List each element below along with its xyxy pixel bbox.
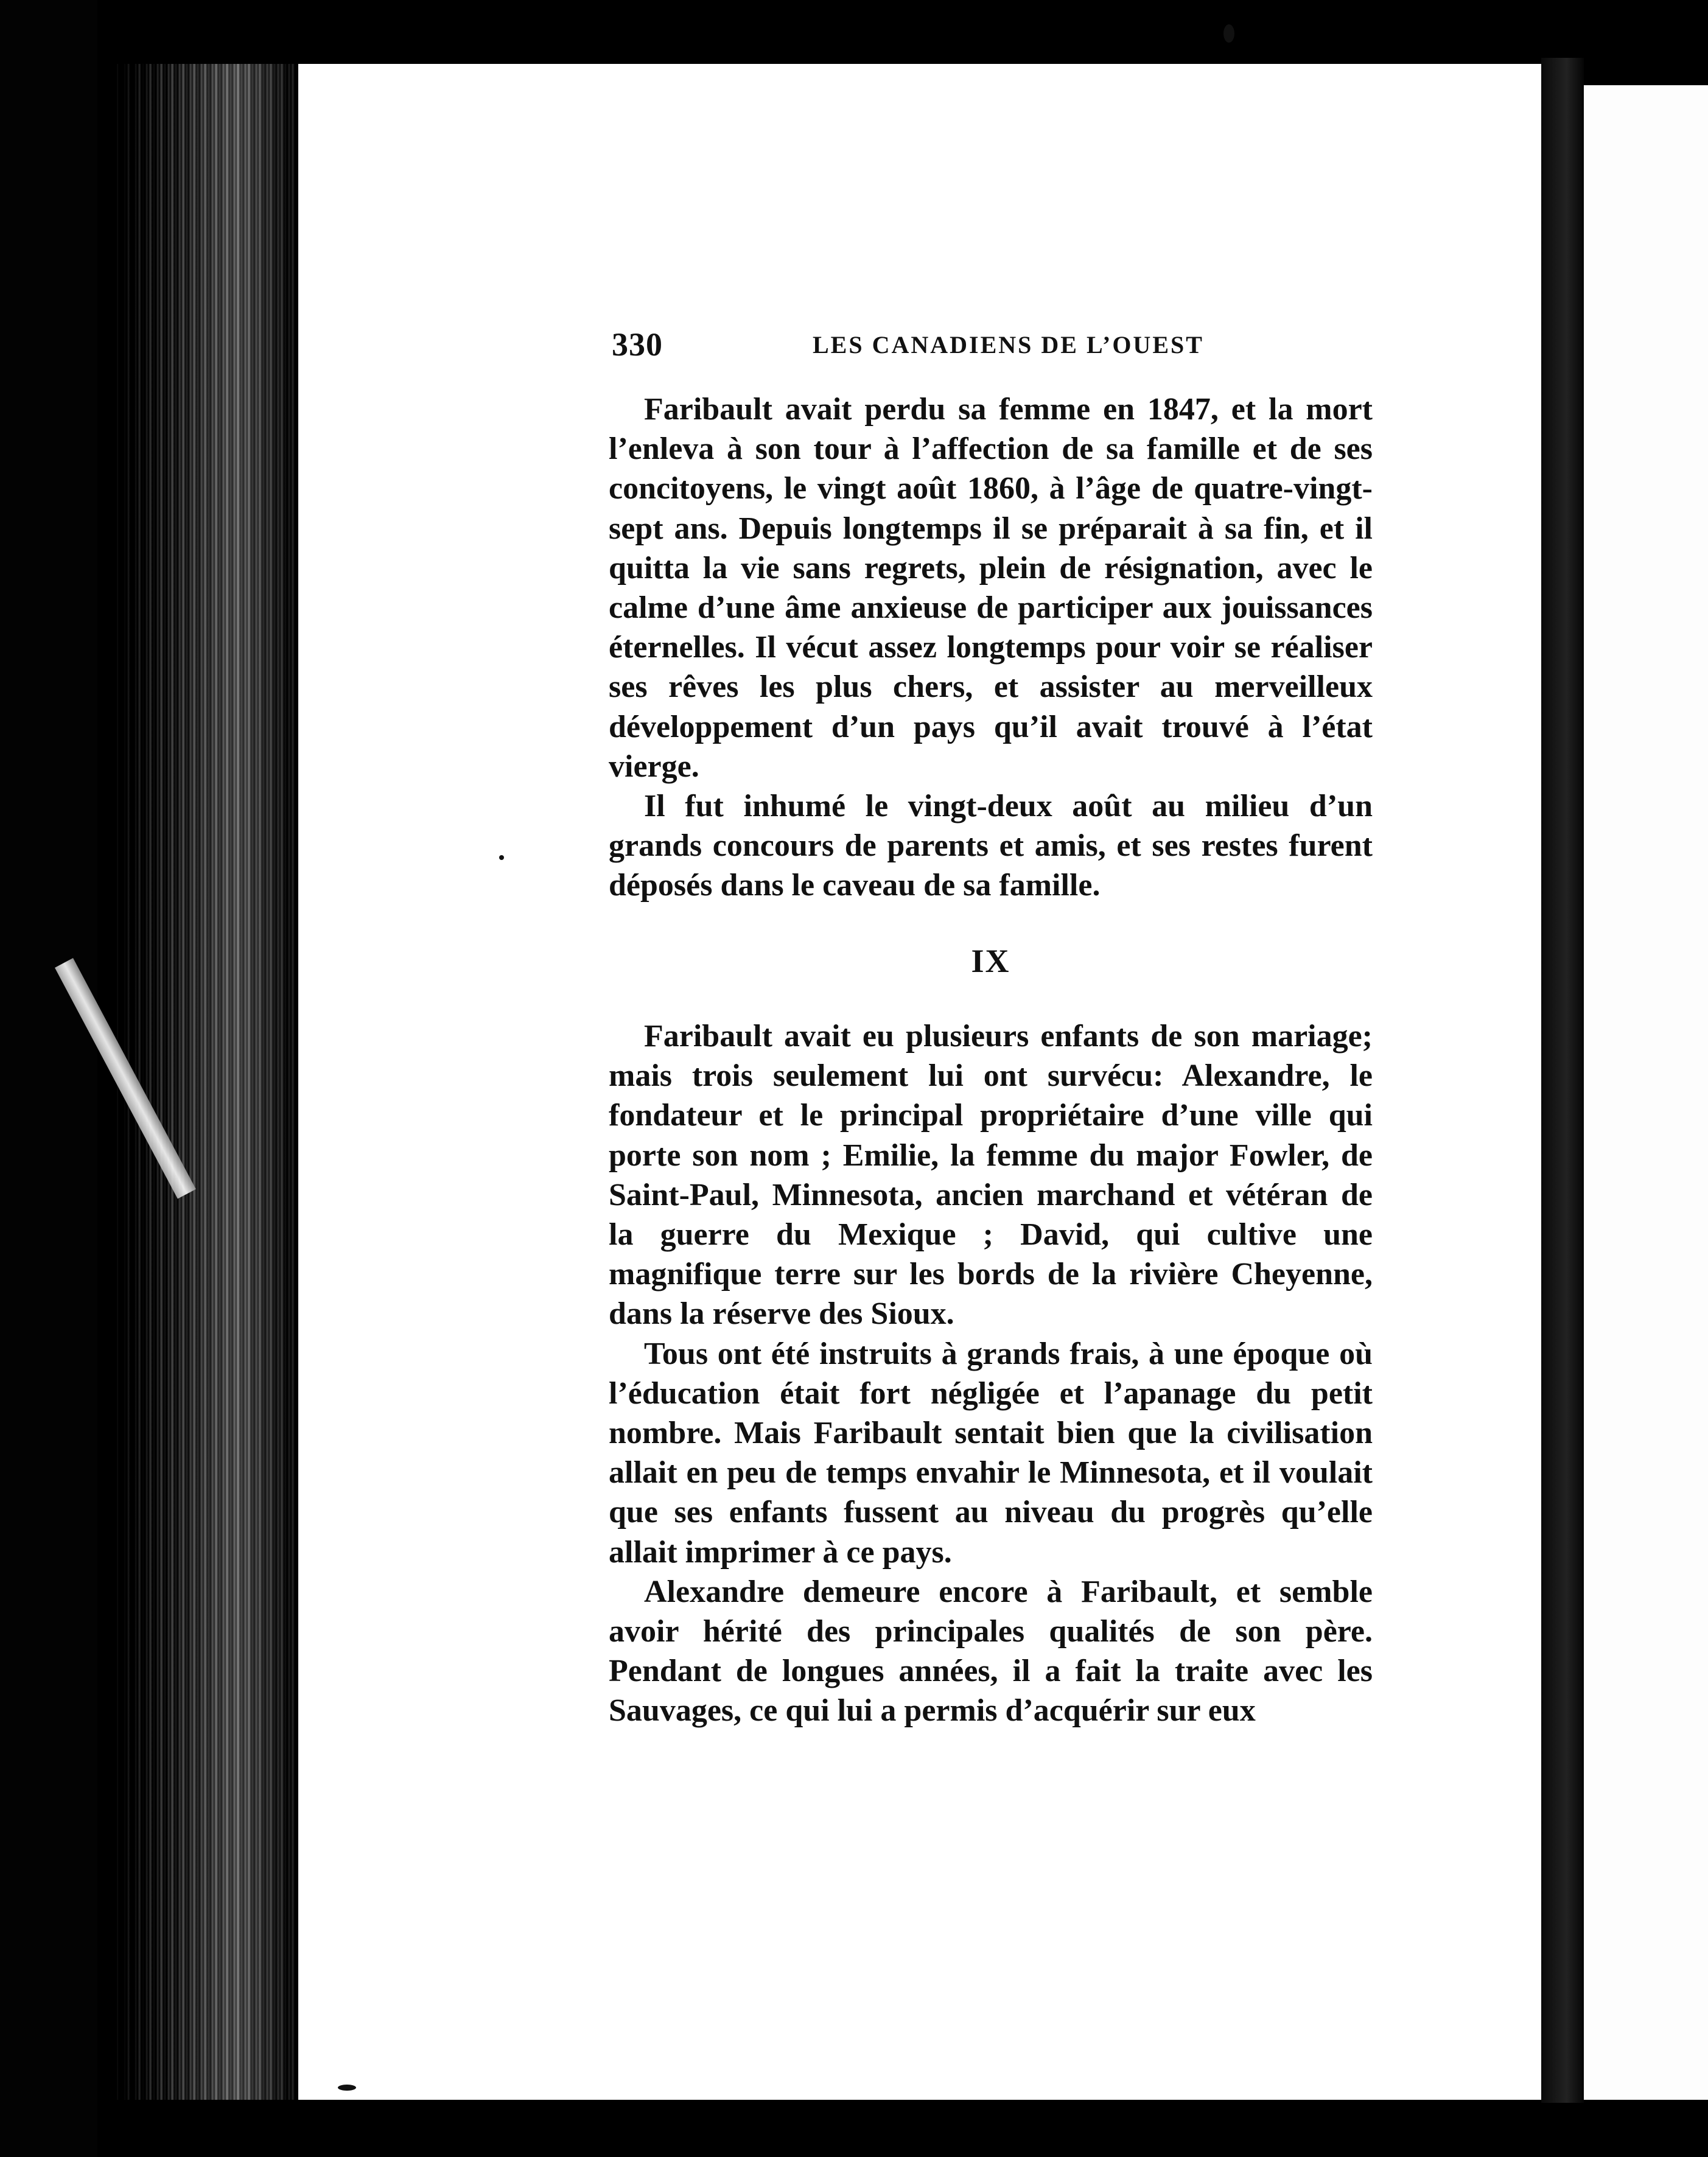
paragraph: Tous ont été instruits à grands frais, à une époque où l’éducation était fort négligée et l’apanage du petit nombre. Mais Faribault sentait bien que la civilisation allait en peu de temps envahir le Minnesota, et il voulait que ses enfants fussent au niveau du progrès qu’elle allait imprimer à ce pays. [609,1336,1373,1570]
book-gutter [1541,58,1584,2103]
scan-speck [499,855,504,860]
paragraph: Il fut inhumé le vingt-deux août au milieu d’un grands concours de parents et amis, et ses restes furent déposés dans le caveau de sa famille. [609,789,1373,903]
page-header [612,326,1373,368]
paragraph: Faribault avait eu plusieurs enfants de son mariage; mais trois seulement lui ont survécu: Alexandre, le fondateur et le principal propriétaire d’une ville qui porte son nom ; Emilie, la femme du major Fowler, de Saint-Paul, Minnesota, ancien marchand et vétéran de la guerre du Mexique ; David, qui cultive une magnifique terre sur les bords de la rivière Cheyenne, dans la réserve des Sioux. [609,1019,1373,1332]
scan-speck [338,2085,356,2091]
scan-speck [1223,24,1234,43]
adjacent-page-edge [1584,85,1708,2100]
section-2-text [609,1016,1373,1731]
section-heading: IX [971,943,1010,979]
dark-margin [0,0,97,2157]
section-1-text [609,390,1373,906]
paragraph: Alexandre demeure encore à Faribault, et semble avoir hérité des principales qualités de son père. Pendant de longues années, il a fait la traite avec les Sauvages, ce qui lui a permis d’acquérir sur eux [609,1574,1373,1729]
running-title: LES CANADIENS DE L’OUEST [813,331,1204,358]
page-number: 330 [612,326,663,363]
paragraph: Faribault avait perdu sa femme en 1847, et la mort l’enleva à son tour à l’affection de sa famille et de ses concitoyens, le vingt août 1860, à l’âge de quatre-vingt-sept ans. Depuis longtemps il se préparait à sa fin, et il quitta la vie sans regrets, plein de résignation, avec le calme d’une âme anxieuse de participer aux jouissances éternelles. Il vécut assez longtemps pour voir se réaliser ses rêves les plus chers, et assister au merveilleux développement d’un pays qu’il avait trouvé à l’état vierge. [609,392,1373,784]
